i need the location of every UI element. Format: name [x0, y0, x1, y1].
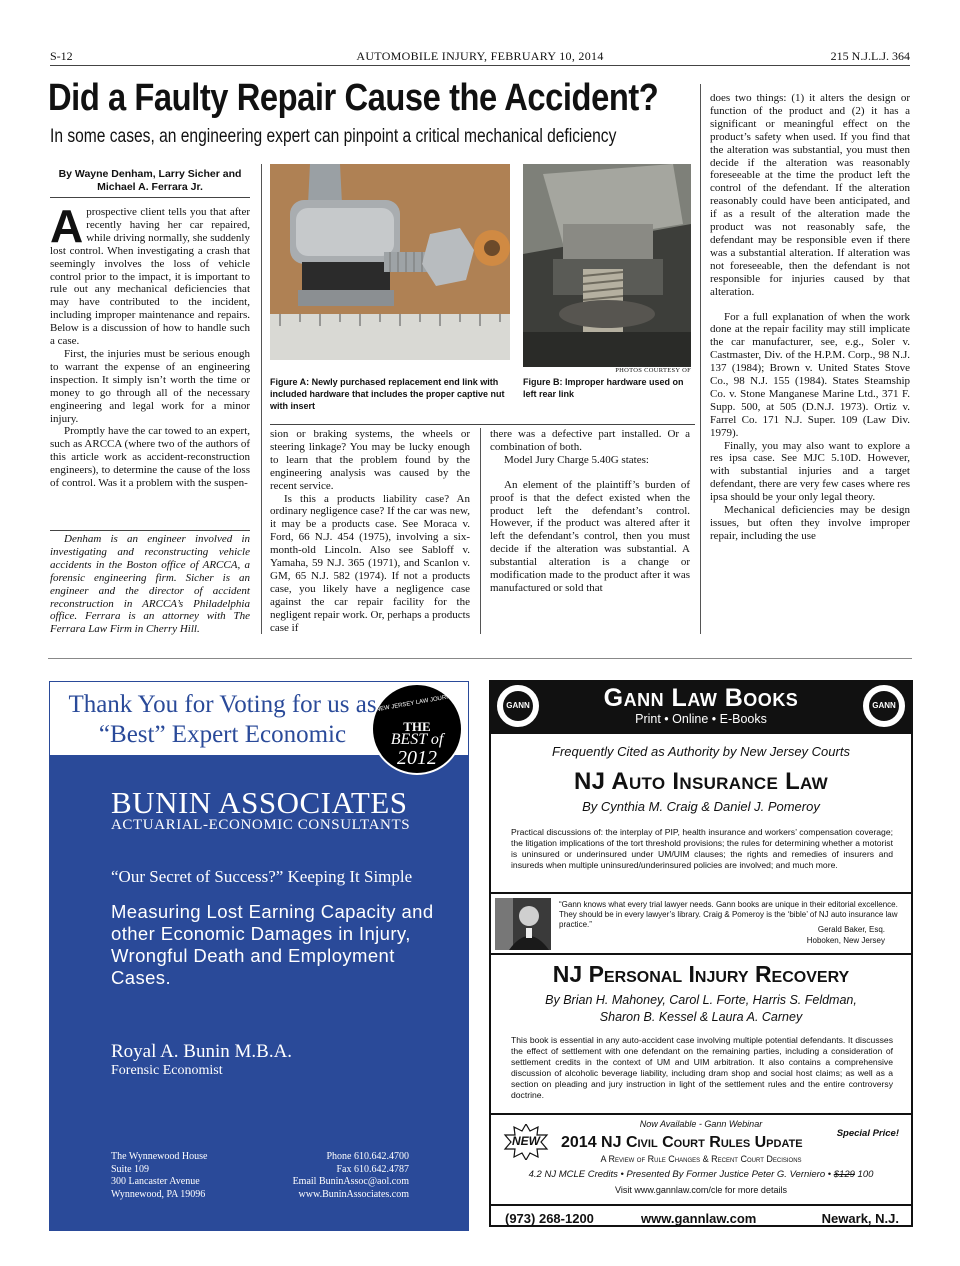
city: Newark, N.J.: [821, 1211, 899, 1226]
book-description: Practical discussions of: the interplay of PIP, health insurance and workers’ compensation coverage; the litigation implications of the tort threshold provisions; the rules for determining whether a motorist is uninsured or underinsured under UM/UIM clauses; the rights and remedies of insurers and insureds when multiple uninsured/underinsured policies are involved; and much more.: [511, 827, 893, 870]
article-column-4: [710, 92, 910, 543]
website-link[interactable]: www.gannlaw.com: [641, 1211, 757, 1226]
gann-title: Gann Law Books: [603, 684, 799, 712]
paragraph: For a full explanation of when the work done at the repair facility may still implicate the car manufacturer, see, e.g., Soler v. Castmaster, Div. of the H.P.M. Corp., 98 N.J. 137 (1984); Brown v. United States Stove Co., 98 N.J. 155 (1984). States Steamship Co. v. Stone Manganese Marine Ltd., 371 F. Supp. 500, at 505 (D.N.J. 1973). Ortiz v. Farrel Co. 171 N.J. Super. 109 (Law Div. 1979).: [710, 310, 910, 439]
firm-name: BUNIN ASSOCIATES: [111, 785, 408, 820]
paragraph: does two things: (1) it alters the design or function of the product and (2) it has a significant or meaningful effect on the product’s safety when used. If you find that the alteration was substantial, you must then decide if the alteration was reasonably foreseeable at the time the product left the control of the defendant. If the alteration reasonably could have been anticipated, and if as a result of the alteration made the product was not reasonably safe, the defendant may be responsible even if there was a substantial alteration. If alteration was not foreseeable, then the defendant is not responsible for injuries caused by that alteration.: [710, 92, 910, 298]
caption-rule: [270, 424, 695, 425]
new-price: 100: [854, 1169, 874, 1180]
paragraph: Model Jury Charge 5.40G states:: [504, 453, 649, 466]
testimonial-author: Gerald Baker, Esq. Hoboken, New Jersey: [806, 925, 885, 945]
cited-line: Frequently Cited as Authority by New Jersey Courts: [552, 744, 850, 759]
mcle-credits: 4.2 NJ MCLE Credits • Presented By Former Justice Peter G. Verniero • $129 100: [528, 1169, 874, 1180]
firm-subtitle: ACTUARIAL-ECONOMIC CONSULTANTS: [111, 817, 411, 833]
book-title-auto-insurance: NJ Auto Insurance Law: [573, 768, 829, 795]
article-column-3: [490, 428, 690, 595]
book-authors: By Cynthia M. Craig & Daniel J. Pomeroy: [582, 799, 820, 814]
website-link[interactable]: www.BuninAssociates.com: [298, 1188, 409, 1200]
address: The Wynnewood House Suite 109 300 Lancaster Avenue Wynnewood, PA 19096: [111, 1151, 208, 1200]
paragraph: Is this a products liability case? An ordinary negligence case? If the car was new, it may be a products case. See Moraca v. Ford, 66 N.J. 454 (1975), involving a six-month-old Lincoln. Also see Sabloff v. Yamaha, 59 N.J. 365 (1971), and Scanlon v. GM, 65 N.J. 582 (1974). If not a products case, you likely have a negligence case against the car repair facility for the negligent repair work. Or, perhaps a products case if: [270, 492, 470, 634]
figure-a-photo: [270, 164, 510, 360]
column-rule: [261, 164, 262, 634]
gann-formats: Print • Online • E-Books: [635, 712, 767, 726]
paragraph: Finally, you may also want to explore a res ipsa case. See MJC 5.10D. However, with substantial injuries and a target defendant, there are very few cases where res ipsa should be your only legal theory.: [710, 439, 910, 504]
old-price: $129: [833, 1169, 855, 1180]
divider: [491, 953, 911, 955]
jury-charge-quote: An element of the plaintiff’s burden of proof is that the defect existed when the product left the defendant’s control. However, if the product was altered after it left the defendant’s control, then you must decide if the alteration was substantial. A substantial alteration is a change or modification made to the product after it was manufactured or sold that: [490, 478, 690, 594]
paragraph: Mechanical deficiencies may be design issues, but often they involve improper repair, including the use: [710, 504, 910, 542]
paragraph: Promptly have the car towed to an expert, such as ARCCA (where two of the authors of this article work as accident-reconstruction engineers), to determine the cause of the loss of control. Was it a problem with the suspen-: [50, 425, 250, 490]
figure-a-caption: Figure A: Newly purchased replacement end link with included hardware that includes the proper captive nut with insert: [270, 377, 505, 411]
special-price: Special Price!: [836, 1128, 899, 1139]
gann-law-books-ad: [489, 680, 913, 1227]
contact-info: Phone 610.642.4700 Fax 610.642.4787 Email BuninAssoc@aol.com www.BuninAssociates.com: [292, 1151, 409, 1200]
byline: By Wayne Denham, Larry Sicher and Michael A. Ferrara Jr.: [50, 168, 250, 198]
portrait-photo: [495, 898, 551, 950]
bunin-associates-ad: [49, 681, 469, 1231]
column-rule: [480, 428, 481, 634]
testimonial-quote: “Gann knows what every trial lawyer needs. Gann books are unique in their editorial excellence. They should be in every lawyer’s library. Craig & Pomeroy is the ‘bible’ of NJ auto insurance law practice.”: [559, 900, 898, 929]
webinar-title: 2014 NJ Civil Court Rules Update: [561, 1134, 803, 1151]
article-column-1: [50, 200, 250, 490]
divider: [491, 1113, 911, 1115]
new-starburst-icon: NEW: [503, 1124, 549, 1160]
headline: Did a Faulty Repair Cause the Accident?: [48, 77, 659, 119]
ad-separator: [48, 658, 912, 659]
book-title-personal-injury: NJ Personal Injury Recovery: [552, 961, 850, 987]
paragraph: First, the injuries must be serious enough to warrant the expense of an engineering inspection. It simply isn’t worth the time or money to go through all of the necessary engineering and legal work for a minor injury.: [50, 347, 250, 425]
tagline: “Our Secret of Success?” Keeping It Simple: [111, 867, 413, 886]
webinar-subtitle: A Review of Rule Changes & Recent Court Decisions: [600, 1154, 802, 1164]
citation: 215 N.J.L.J. 364: [830, 49, 910, 63]
webinar-link[interactable]: Visit www.gannlaw.com/cle for more details: [615, 1185, 787, 1195]
paragraph: Aprospective client tells you that after recently having her car repaired, while driving normally, she suddenly lost control. When investigating a crash that seemingly involves the loss of vehicle control prior to the impact, it is important to rule out any mechanical deficiencies that may have contributed to the incident, including improper maintenance and repairs. Below is a discussion of how to handle such a case.: [50, 200, 250, 348]
divider: [491, 892, 911, 894]
paragraph: there was a defective part installed. Or a combination of both.: [490, 428, 690, 453]
gann-logo-icon: GANN: [863, 685, 905, 727]
figure-b-photo: [523, 164, 691, 367]
page-number: S-12: [50, 49, 73, 63]
running-header: [50, 48, 910, 66]
article-column-2: [270, 428, 470, 635]
gann-header: [491, 682, 911, 734]
thank-you-text: Thank You for Voting for us as “Best” Expert Economic: [68, 691, 377, 748]
drop-cap: A: [50, 200, 84, 252]
gann-footer: [491, 1204, 911, 1227]
contact-title: Forensic Economist: [111, 1063, 223, 1078]
figure-b-caption: Figure B: Improper hardware used on left rear link: [523, 377, 684, 399]
book-description: This book is essential in any auto-accident case involving multiple potential defendants. It discusses the effect of settlement with one defendant on the remaining parties, including a consideration of settlement credits in the context of UM and UIM arbitration. It also contains a comprehensive discussion of alcoholic beverage liability, including dram shop and social host claims; as well as a section on pleading and jury instruction in light of the settlement rules and the entire controversy doctrine.: [511, 1035, 893, 1100]
webinar-availability: Now Available - Gann Webinar: [639, 1119, 763, 1129]
email-link[interactable]: Email BuninAssoc@aol.com: [292, 1176, 409, 1187]
gann-logo-icon: GANN: [497, 685, 539, 727]
photo-credit: PHOTOS COURTESY OF: [615, 367, 691, 374]
best-of-seal: NEW JERSEY LAW JOURNAL THE BEST of 2012: [371, 683, 463, 775]
contact-name: Royal A. Bunin M.B.A.: [111, 1041, 293, 1062]
services-text: Measuring Lost Earning Capacity and other Economic Damages in Injury, Wrongful Death and Employment Cases.: [111, 901, 434, 988]
phone-number[interactable]: (973) 268-1200: [505, 1211, 594, 1226]
book-authors: By Brian H. Mahoney, Carol L. Forte, Harris S. Feldman, Sharon B. Kessel & Laura A. Carney: [545, 993, 857, 1024]
author-bio: Denham is an engineer involved in investigating and reconstructing vehicle accidents in the Boston office of ARCCA, a forensic engineering firm. Sicher is an engineer and the director of accident reconstruction in ARCCA’s Philadelphia office. Ferrara is an attorney with The Ferrara Law Firm in Cherry Hill.: [50, 530, 250, 636]
paragraph: sion or braking systems, the wheels or steering linkage? You may be lucky enough to learn that the problem found by the engineering analysis was caused by the recent service.: [270, 428, 470, 492]
subhead: In some cases, an engineering expert can pinpoint a critical mechanical deficiency: [50, 126, 617, 147]
section-date: AUTOMOBILE INJURY, FEBRUARY 10, 2014: [356, 49, 604, 63]
column-rule: [700, 84, 701, 634]
